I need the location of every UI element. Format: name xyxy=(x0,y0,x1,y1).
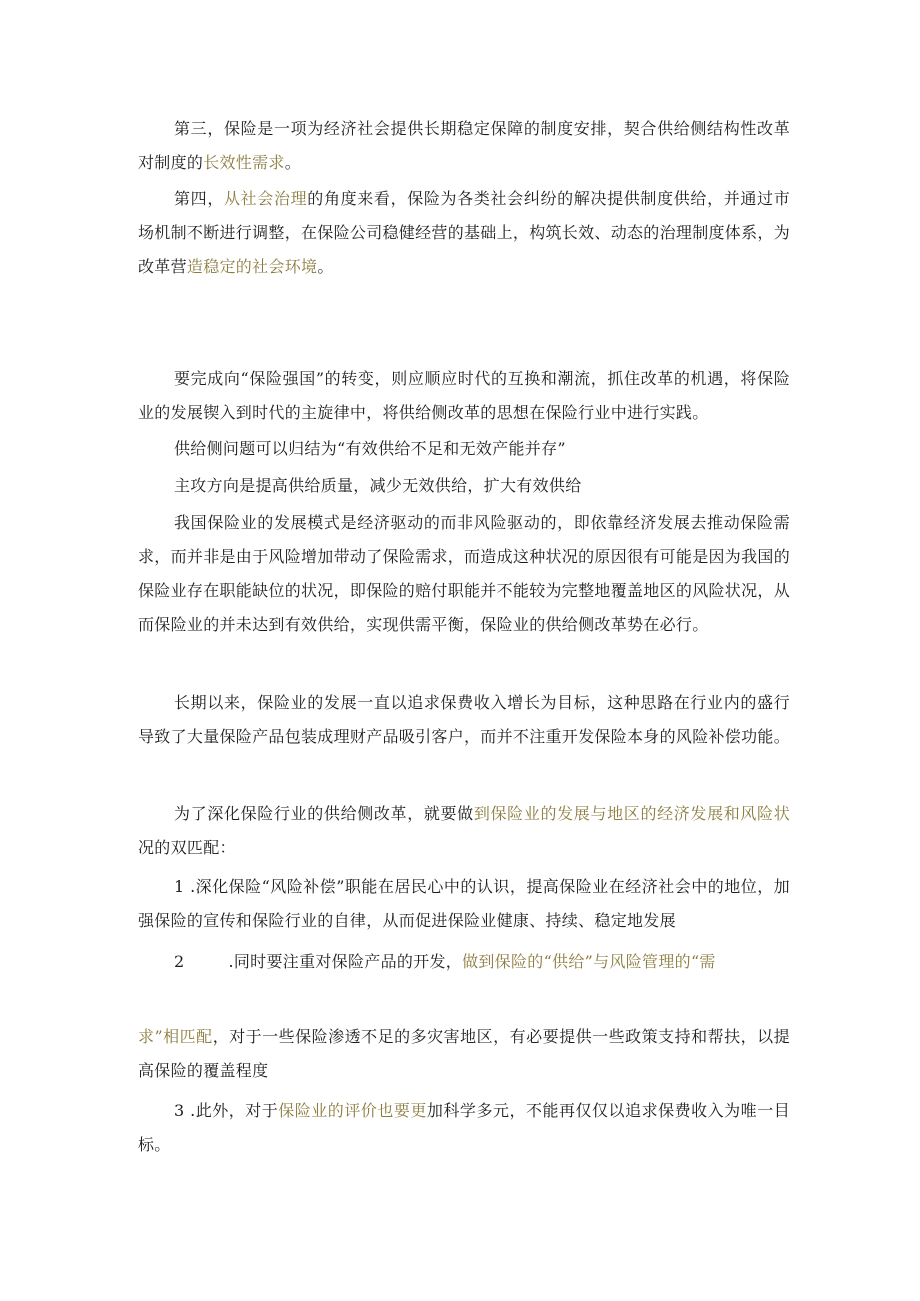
text: 况的双匹配： xyxy=(138,838,236,857)
list-item-2 xyxy=(138,945,790,979)
paragraph-supply-side-problem: 供给侧问题可以归结为“有效供给不足和无效产能并存” xyxy=(174,439,566,458)
highlighted-text: 从社会治理 xyxy=(223,189,308,208)
list-number: 3 xyxy=(174,1101,185,1120)
list-number: 1 xyxy=(174,877,185,896)
paragraph-long-term: 长期以来，保险业的发展一直以追求保费收入增长为目标，这种思路在行业内的盛行导致了大量保险产品包装成理财产品吸引客户，而并不注重开发保险本身的风险补偿功能。 xyxy=(138,693,791,746)
paragraph-third-point xyxy=(138,112,790,180)
highlighted-text: 造稳定的社会环境 xyxy=(186,257,318,276)
paragraph-main-direction: 主攻方向是提高供给质量，减少无效供给，扩大有效供给 xyxy=(174,476,582,495)
text: .深化保险“风险补偿”职能在居民心中的认识，提高保险业在经济社会中的地位，加强保险的宣传和保险行业的自律，从而促进保险业健康、持续、稳定地发展 xyxy=(138,877,790,930)
text: 第三，保险是一项为经济社会提供长期稳定保障的制度安排，契合供给侧结构性改革对制度的 xyxy=(138,119,790,172)
text: .同时要注重对保险产品的开发， xyxy=(228,952,463,971)
paragraph-deepen-reform xyxy=(138,797,790,865)
highlighted-text: 长效性需求 xyxy=(203,153,285,172)
highlighted-text: 到保险业的发展与地区的经济发展和风险状 xyxy=(473,804,791,823)
text: 第四， xyxy=(174,189,224,208)
highlighted-text: 求”相匹配 xyxy=(138,1027,213,1046)
paragraph-fourth-point xyxy=(138,182,790,284)
list-item-3 xyxy=(138,1094,790,1162)
text: ，对于一些保险渗透不足的多灾害地区，有必要提供一些政策支持和帮扶，以提高保险的覆盖程度 xyxy=(138,1027,790,1080)
list-item-2-continued xyxy=(138,1020,790,1088)
text: .此外，对于 xyxy=(190,1101,279,1120)
text: 。 xyxy=(317,257,334,276)
highlighted-text: 保险业的评价也要更 xyxy=(278,1101,427,1120)
highlighted-text: 做到保险的“供给”与风险管理的“需 xyxy=(462,952,716,971)
text: 加科学多元，不能再仅仅以追求保费收入为唯一目标。 xyxy=(138,1101,791,1154)
paragraph-insurance-power: 要完成向“保险强国”的转变，则应顺应时代的互换和潮流，抓住改革的机遇，将保险业的发展锲入到时代的主旋律中，将供给侧改革的思想在保险行业中进行实践。 xyxy=(138,369,790,422)
list-item-1 xyxy=(138,870,790,938)
list-number: 2 xyxy=(174,952,185,971)
text: 的角度来看，保险为各类社会纠纷的解决提供制度供给，并通过市场机制不断进行调整，在保险公司稳健经营的基础上，构筑长效、动态的治理制度体系，为改革营 xyxy=(138,189,791,276)
text: 为了深化保险行业的供给侧改革，就要做 xyxy=(174,804,474,823)
paragraph-development-mode: 我国保险业的发展模式是经济驱动的而非风险驱动的，即依靠经济发展去推动保险需求，而并非是由于风险增加带动了保险需求，而造成这种状况的原因很有可能是因为我国的保险业存在职能缺位的状况，即保险的赔付职能并不能较为完整地覆盖地区的风险状况，从而保险业的并未达到有效供给，实现供需平衡，保险业的供给侧改革势在必行。 xyxy=(138,513,791,634)
text: 。 xyxy=(284,153,302,172)
